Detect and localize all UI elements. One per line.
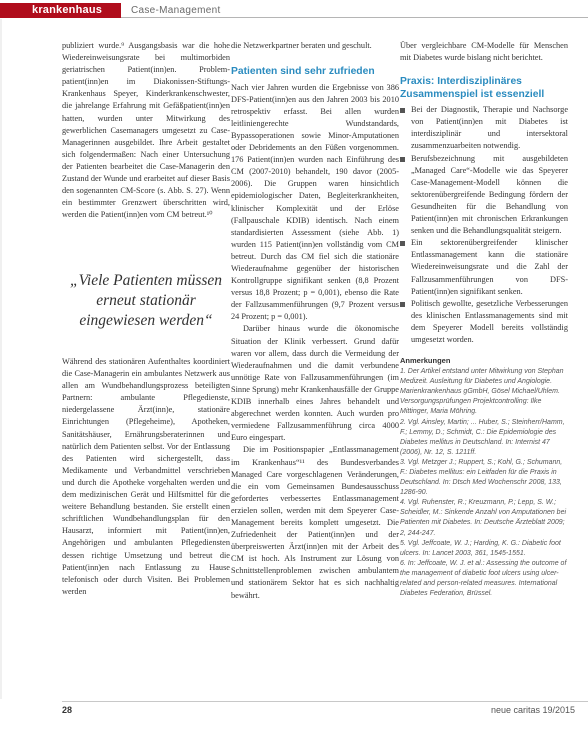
topic-label: Case-Management (131, 5, 221, 16)
section-tab (0, 3, 121, 18)
footnote: 1. Der Artikel entstand unter Mitwirkung von Stephan Medizeit. Ausleitung für Diabetes und Angiologie. Marienkrankenhaus gGmbH, Gösel Michael/Uhlem. Versorgungsprüfungen Projektcontrolling: Ilke Mittinger, Maria Möhring. (400, 368, 564, 416)
footnote: 6. In: Jeffcoate, W. J. et al.: Assessing the outcome of the management of diabetic foot ulcers using ulcer-related and person-related measures. International Diabetes Federation, Brüssel. (400, 559, 567, 598)
body-paragraph: Darüber hinaus wurde die ökonomische Situation der Klinik verbessert. Grund dafür waren vor allem, dass durch die Vermeidung der Wiederaufnahmen und die damit verbundene unnötige Rate von Fallzusammenführungen (im Sinne Sprung) mehr Krankenhausfälle der Gruppe KDIB innerhalb eines Jahres behandelt und abgerechnet werden konnten. Auch wurden pro vermiedene Fallzusammenführung circa 4000 Euro eingespart. (231, 324, 399, 443)
subheading: Patienten sind sehr zufrieden (231, 66, 375, 78)
body-paragraph: Während des stationären Aufenthaltes koordiniert die Case-Managerin ein ambulantes Netzwerk aus allen am Wundbehandlungsprozess beteiligten Partnern: ambulante Pflegedienste, niedergelassene Ärzt(inn)e, stationäre Einrichtungen (Pflegeheime), Apotheken, Sanitätshäuser, Ernährungsberaterinnen und natürlich dem Patienten selbst. Vor der Entlassung des Patienten wird sichergestellt, dass Medikamente und Verbandmittel verschrieben und durch die Apotheke vorgehalten werden und dem medizinischen Gerät und Hilfsmittel für die weitere Behandlung bestanden. Sie erstellt einen schriftlichen Wundbehandlungsplan für den Hausarzt, informiert mit Patient(inn)en, Angehörigen und ambulanten Pflegediensten dessen richtige Umsetzung und betreut die Patient(inn)en nach Entlassung zu Hause telefonisch oder durch Visiten. Bei Problemen werden (62, 357, 230, 596)
footnotes (400, 367, 568, 599)
bullet-list (400, 104, 568, 346)
section-tab-label: krankenhaus (32, 4, 103, 16)
body-paragraph: Die im Positionspapier „Entlassmanagement im Krankenhaus“¹¹ des Bundesverbandes Managed Care vorgeschlagenen Veränderungen, die ein vom Gemeinsamen Bundesausschuss gefordertes verbessertes Entlassmanagement erzielen sollen, werden mit dem Speyerer Case-Management bereits komplett umgesetzt. Die Zufriedenheit der Patient(inn)en und der überpreiswerten Ärzt(inn)en mit der Arbeit des CM ist hoch. Als Instrument zur Lösung von Schnittstellenproblemen zwischen ambulantem und stationärem Sektor hat es sich nachhaltig bewährt. (231, 445, 399, 600)
column-2 (231, 40, 399, 695)
bullet-item: Ein sektorenübergreifender klinischer Entlassmanagement kann die stationäre Wiedereinweisungsrate und die Zahl der Fallzusammenführungen von DFS-Patient(inn)en signifikant senken. (400, 237, 568, 297)
footnote: 5. Vgl. Jeffcoate, W. J.; Harding, K. G.: Diabetic foot ulcers. In: Lancet 2003, 361, 1545-1551. (400, 539, 561, 557)
page-gutter (0, 19, 2, 699)
page-number: 28 (62, 705, 73, 715)
body-paragraph: publiziert wurde.⁹ Ausgangsbasis war die hohe Wiedereinweisungsrate bei multimorbiden geriatrischen Patient(inn)en. Problempatient(inn)en im Diakonissen-Stiftungs-Krankenhaus Speyer, Kinderkrankenschwester, die jahrelange Erfahrung mit Gefäßpatient(inn)en hatten, wurden unter Mitwirkung des gewerblichen Casemanagers umgesetzt zu Case-Managerinnen ausgebildet. Ihre Arbeit gestaltet sich folgendermaßen: Nach einer Untersuchung der Patienten bearbeitet die Case-Managerin den Zustand der Wunde und erarbeitet auf dieser Basis den sogenannten CM-Score (s. Abb. S. 27). Wenn ein bestimmter Grenzwert überschritten wird, werden die Patient(inn)en vom CM betreut.¹⁰ (62, 41, 230, 220)
page-header (0, 0, 588, 22)
box-heading: Praxis: Interdisziplinäres Zusammenspiel ist essenziell (400, 76, 545, 100)
pull-quote: „Viele Patienten müssen erneut stationär eingewiesen werden“ (69, 272, 223, 329)
footnote: 3. Vgl. Metzger J.; Ruppert, S.; Kohl, G.; Schumann, F.: Diabetes mellitus: ein Leitfaden für die Praxis in Deutschland. In: Dtsch Med Wochenschr 2008, 133, 1286-90. (400, 458, 563, 497)
notes-title: Anmerkungen (400, 356, 451, 366)
footnote: 4. Vgl. Ruhenster, R.; Kreuzmann, P.; Lepp, S. W.; Scheidler, M.: Sinkende Anzahl von Amputationen bei Patienten mit Diabetes. In: Deutsche Ärzteblatt 2009; 2, 244-247. (400, 499, 567, 537)
column-3 (400, 40, 568, 695)
magazine-issue: neue caritas 19/2015 (491, 705, 576, 715)
body-paragraph: Nach vier Jahren wurden die Ergebnisse von 386 DFS-Patient(inn)en aus den Jahren 2003 bis 2010 retrospektiv erfasst. Bei allen wurden leitliniengerechte Wundstandards, Bypassoperationen sowie Minor-Amputationen oder Debridements an den Füßen vorgenommen. 176 Patient(inn)en wurden nach Einführung des CM (2007-2010) behandelt, 190 davor (2005-2006). Die Gruppen waren hinsichtlich epidemiologischer Daten, Begleiterkrankheiten, klinischer Komplexität und der Erlöse (Fallpauschale KDIB) identisch. Nach einem standardisierten Assessment (siehe Abb. 1) wurden 115 Patient(inn)en vollständig vom CM betreut. Durch das CM fiel sich die stationäre Wiederaufnahme gegenüber der historischen Kontrollgruppe signifikant senken (8,8 Prozent versus 18,8 Prozent; p = 0,001), ebenso die Rate der Fallzusammenführungen (9,7 Prozent versus 24 Prozent; p = 0,001). (231, 82, 399, 322)
bullet-item: Berufsbezeichnung mit ausgebildeten „Managed Care“-Modelle wie das Speyerer Case-Management-Modell können die sektorenübergreifende Bedingung fördern der Gesundheiten für die Behandlung von Patient(inn)en mit chronischen Erkrankungen senken und die Behandlungsqualität steigern. (400, 153, 568, 238)
bullet-item: Bei der Diagnostik, Therapie und Nachsorge von Patient(inn)en mit Diabetes ist interdisziplinär und intersektoral zusammenzuarbeiten notwendig. (400, 104, 568, 152)
footnote: 2. Vgl. Ainsley, Martin; ... Huber, S.; Steinherr/Hamm, F.; Lemmy, D.; Schmidt, C.: Die Epidemiologie des Diabetes mellitus in Deutschland. In: Internist 47 (2006), Nr. 12, S. 1211ff. (400, 418, 565, 456)
body-paragraph: die Netzwerkpartner beraten und geschult. (231, 41, 372, 50)
column-1 (62, 40, 230, 695)
footer-divider (62, 701, 588, 702)
header-divider (121, 17, 588, 18)
bullet-item: Politisch gewollte, gesetzliche Verbesserungen des klinischen Entlassmanagements sind mit dem Speyerer Modell bereits vollständig umgesetzt worden. (400, 298, 568, 346)
body-paragraph: Über vergleichbare CM-Modelle für Menschen mit Diabetes wurde bislang nicht berichtet. (400, 41, 568, 63)
